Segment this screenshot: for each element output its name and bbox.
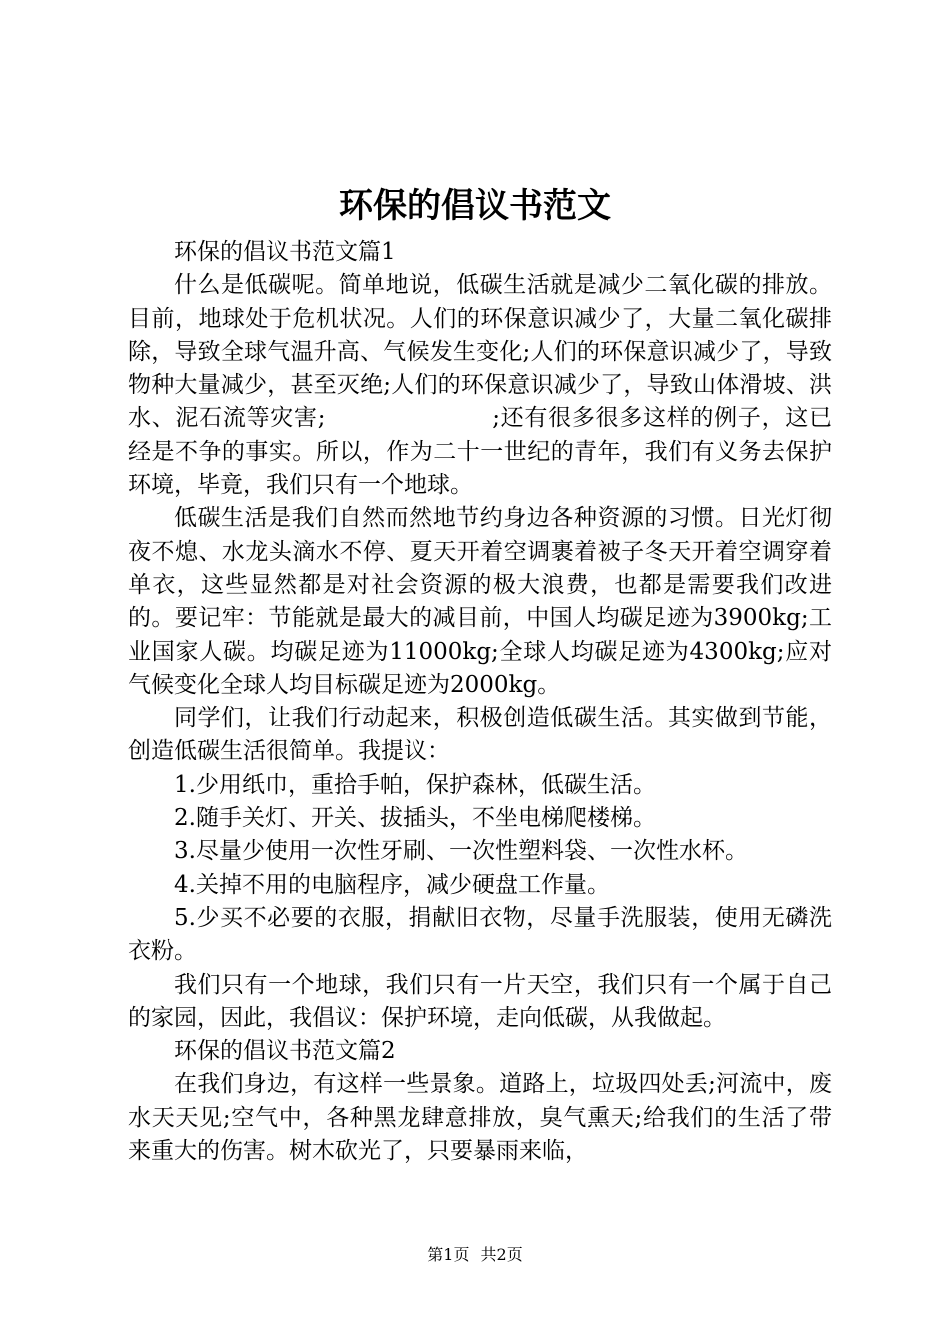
- list-item: 1.少用纸巾，重拾手帕，保护森林，低碳生活。: [174, 771, 656, 798]
- page-number: 第1页: [427, 1245, 470, 1264]
- section-heading-1: 环保的倡议书范文篇1: [174, 239, 396, 265]
- list-item: 3.尽量少使用一次性牙刷、一次性塑料袋、一次性水杯。: [174, 838, 748, 865]
- page-total: 共2页: [480, 1245, 523, 1264]
- document-body: [128, 236, 832, 1168]
- document-title: 环保的倡议书范文: [339, 186, 611, 226]
- body-paragraph: 低碳生活是我们自然而然地节约身边各种资源的习惯。日光灯彻夜不熄、水龙头滴水不停、夏天开着空调裹着被子冬天开着空调穿着单衣，这些显然都是对社会资源的极大浪费，也都是需要我们改进的。要记牢：节能就是最大的减目前，中国人均碳足迹为3900kg;工业国家人碳。均碳足迹为11000kg;全球人均碳足迹为4300kg;应对气候变化全球人均目标碳足迹为2000kg。: [128, 505, 832, 698]
- body-paragraph: 同学们，让我们行动起来，积极创造低碳生活。其实做到节能，创造低碳生活很简单。我提议：: [128, 705, 832, 765]
- list-item: 4.关掉不用的电脑程序，减少硬盘工作量。: [174, 871, 610, 898]
- page-footer: [0, 1242, 950, 1265]
- section-heading-2: 环保的倡议书范文篇2: [174, 1038, 396, 1065]
- body-paragraph: 我们只有一个地球，我们只有一片天空，我们只有一个属于自己的家园，因此，我倡议：保护环境，走向低碳，从我做起。: [128, 971, 832, 1031]
- list-item: 5.少买不必要的衣服，捐献旧衣物，尽量手洗服装，使用无磷洗衣粉。: [128, 904, 832, 965]
- body-paragraph: 在我们身边，有这样一些景象。道路上，垃圾四处丢;河流中，废水天天见;空气中，各种黑龙肆意排放，臭气熏天;给我们的生活了带来重大的伤害。树木砍光了，只要暴雨来临，: [128, 1071, 832, 1165]
- list-item: 2.随手关灯、开关、拔插头，不坐电梯爬楼梯。: [174, 805, 656, 832]
- body-paragraph: 什么是低碳呢。简单地说，低碳生活就是减少二氧化碳的排放。目前，地球处于危机状况。人们的环保意识减少了，大量二氧化碳排除，导致全球气温升高、气候发生变化;人们的环保意识减少了，导致物种大量减少，甚至灭绝;人们的环保意识减少了，导致山体滑坡、洪水、泥石流等灾害; ;还有很多很多这样的例子，这已经是不争的事实。所以，作为二十一世纪的青年，我们有义务去保护环境，毕竟，我们只有一个地球。: [128, 272, 832, 499]
